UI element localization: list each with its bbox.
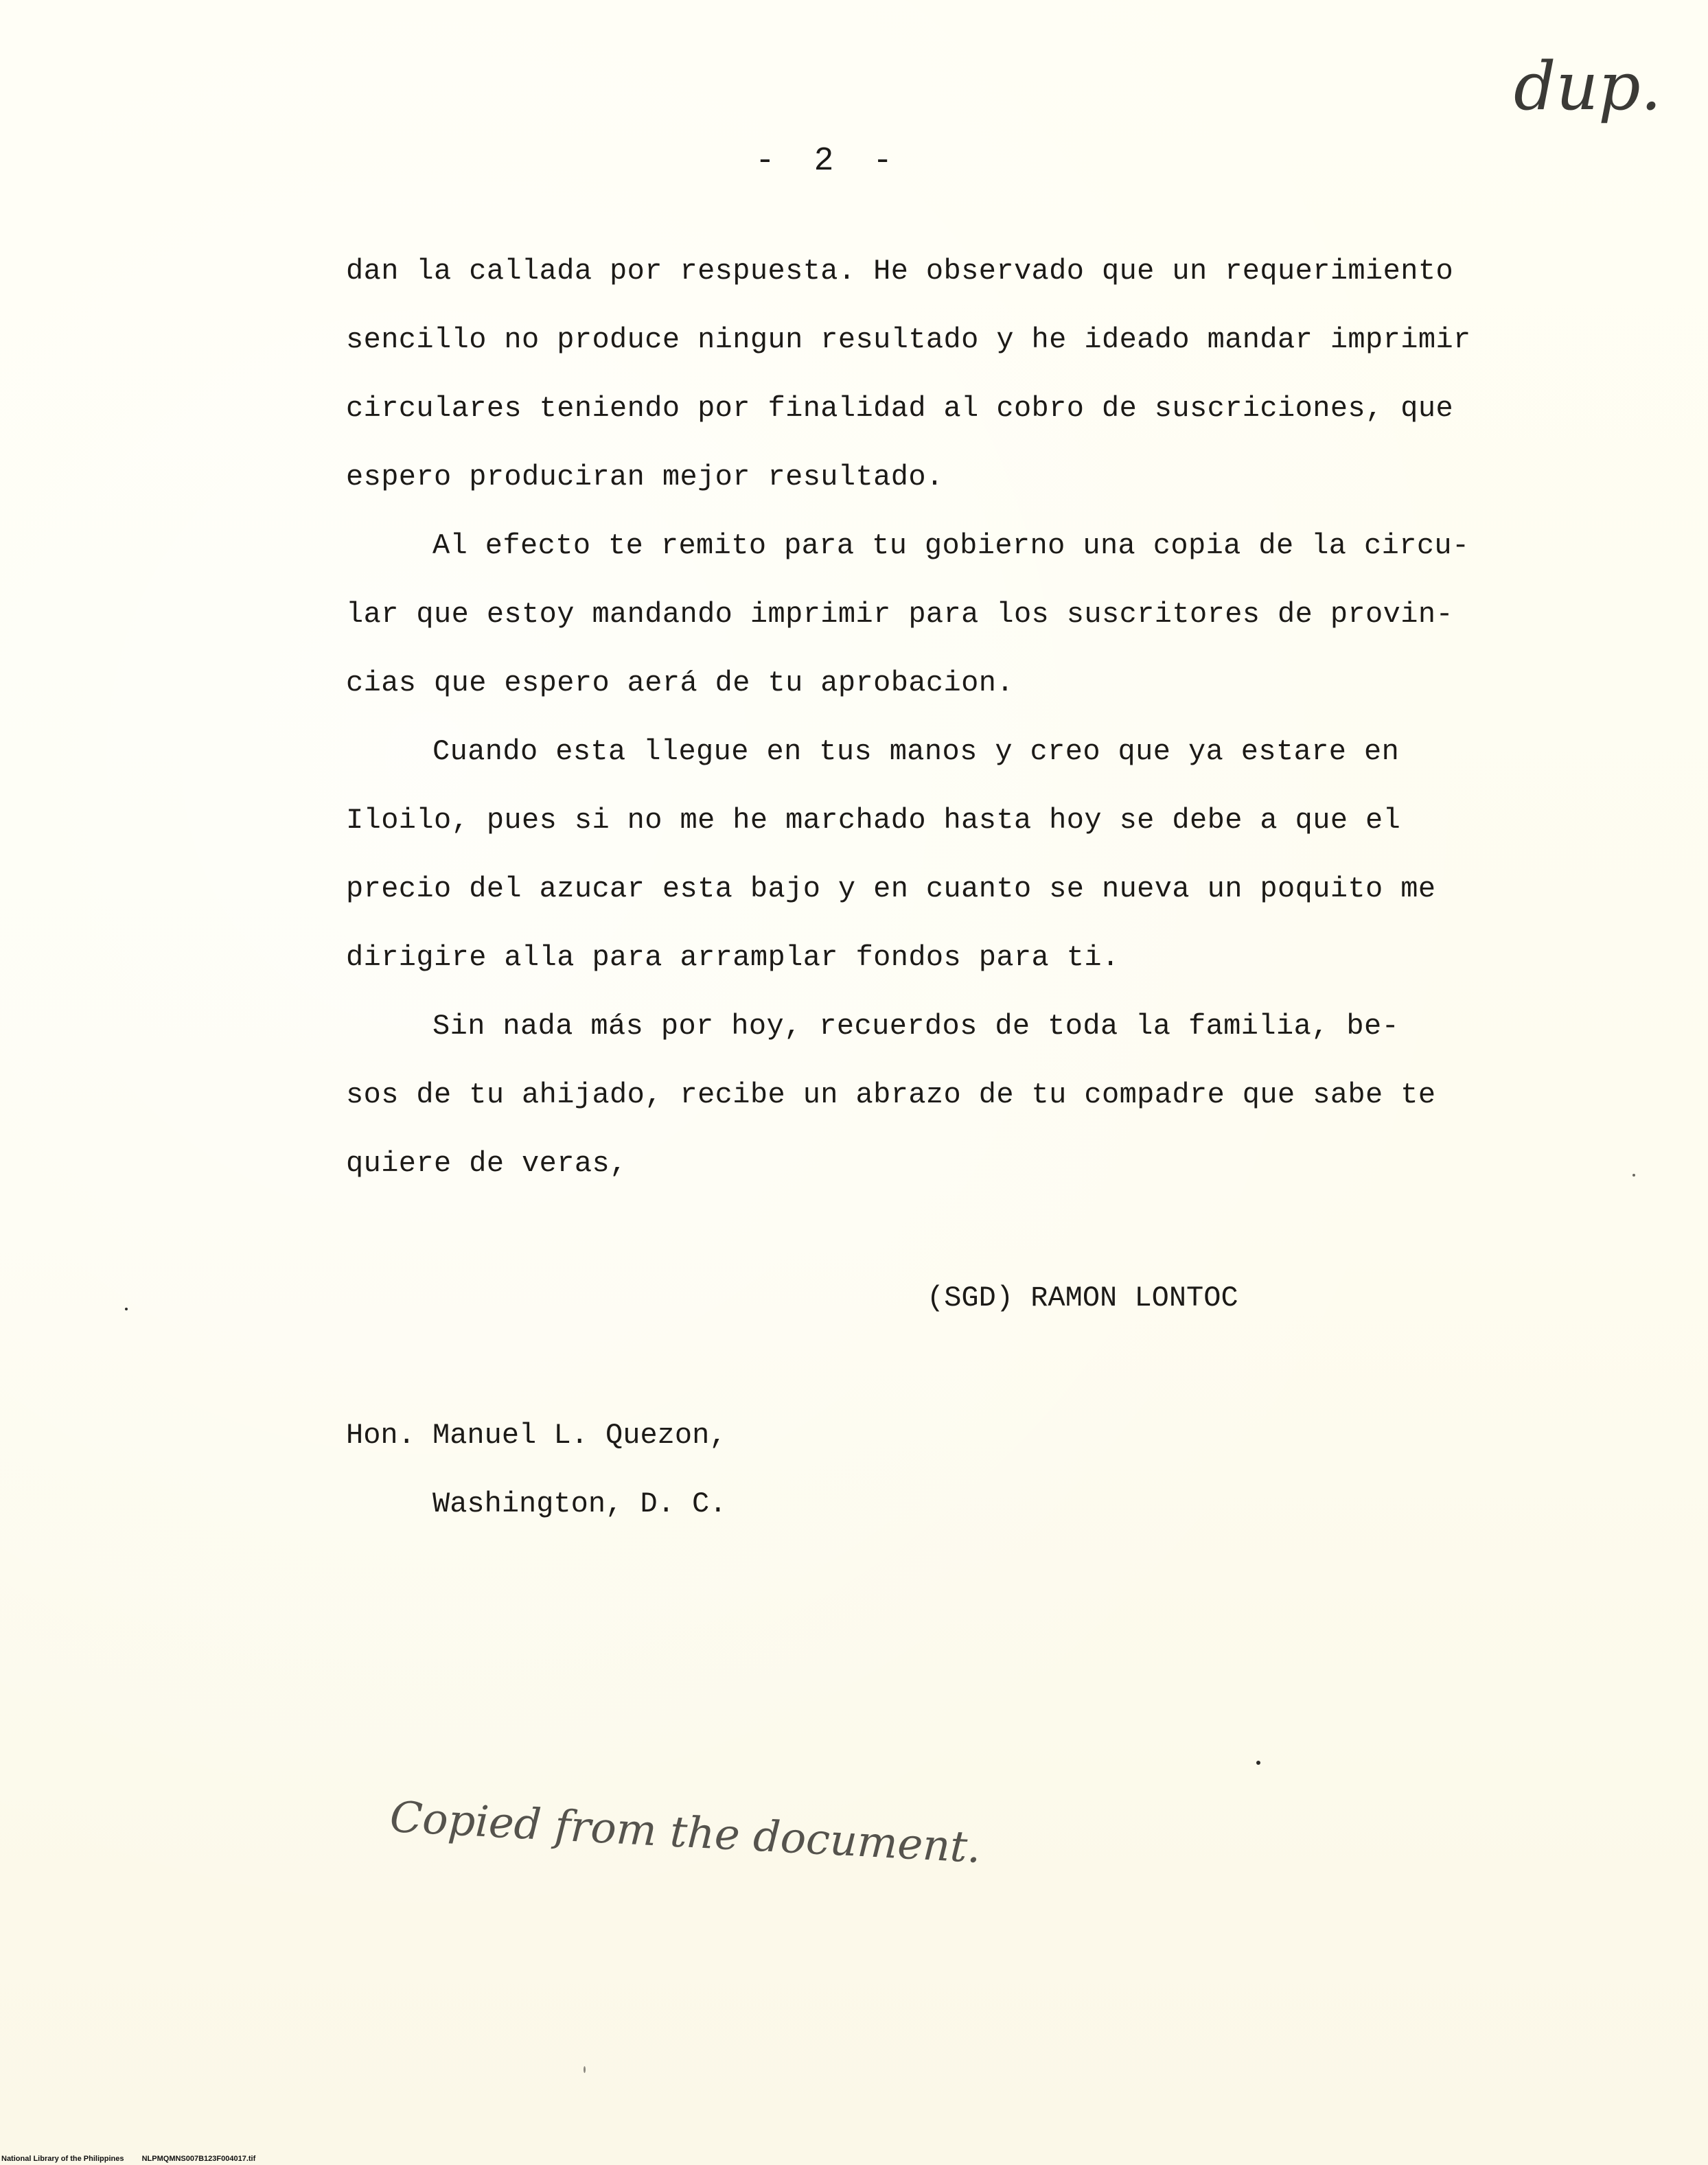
body-line: precio del azucar esta bajo y en cuanto se nueva un poquito me	[346, 872, 1436, 905]
page-number: - 2 -	[755, 143, 903, 180]
body-line: Al efecto te remito para tu gobierno una copia de la circu-	[432, 529, 1470, 562]
body-line: sencillo no produce ningun resultado y he ideado mandar imprimir	[346, 323, 1471, 356]
body-line: quiere de veras,	[346, 1147, 627, 1180]
body-line: dirigire alla para arramplar fondos para ti.	[346, 941, 1120, 974]
paper-speck	[1256, 1761, 1260, 1765]
addressee-place: Washington, D. C.	[432, 1487, 727, 1520]
body-line: espero produciran mejor resultado.	[346, 461, 944, 494]
signature-line: (SGD) RAMON LONTOC	[927, 1282, 1238, 1315]
body-line: dan la callada por respuesta. He observado que un requerimiento	[346, 255, 1454, 288]
handwritten-dup-annotation: dup.	[1514, 48, 1662, 125]
addressee-name: Hon. Manuel L. Quezon,	[346, 1419, 727, 1452]
body-line: Cuando esta llegue en tus manos y creo que ya estare en	[432, 735, 1400, 768]
body-line: sos de tu ahijado, recibe un abrazo de tu compadre que sabe te	[346, 1078, 1436, 1111]
archive-footer	[0, 2154, 1708, 2165]
body-line: cias que espero aerá de tu aprobacion.	[346, 667, 1014, 699]
paper-speck	[125, 1308, 128, 1310]
paper-speck	[584, 2066, 586, 2073]
handwritten-note: Copied from the document.	[389, 1792, 982, 1873]
body-line: circulares teniendo por finalidad al cobro de suscriciones, que	[346, 392, 1454, 425]
footer-filename: NLPMQMNS007B123F004017.tif	[141, 2155, 256, 2163]
body-line: lar que estoy mandando imprimir para los suscritores de provin-	[346, 598, 1454, 631]
paper-speck	[1632, 1174, 1635, 1177]
footer-library: National Library of the Philippines	[1, 2155, 124, 2163]
body-line: Iloilo, pues si no me he marchado hasta hoy se debe a que el	[346, 804, 1401, 837]
body-line: Sin nada más por hoy, recuerdos de toda la familia, be-	[432, 1010, 1400, 1043]
